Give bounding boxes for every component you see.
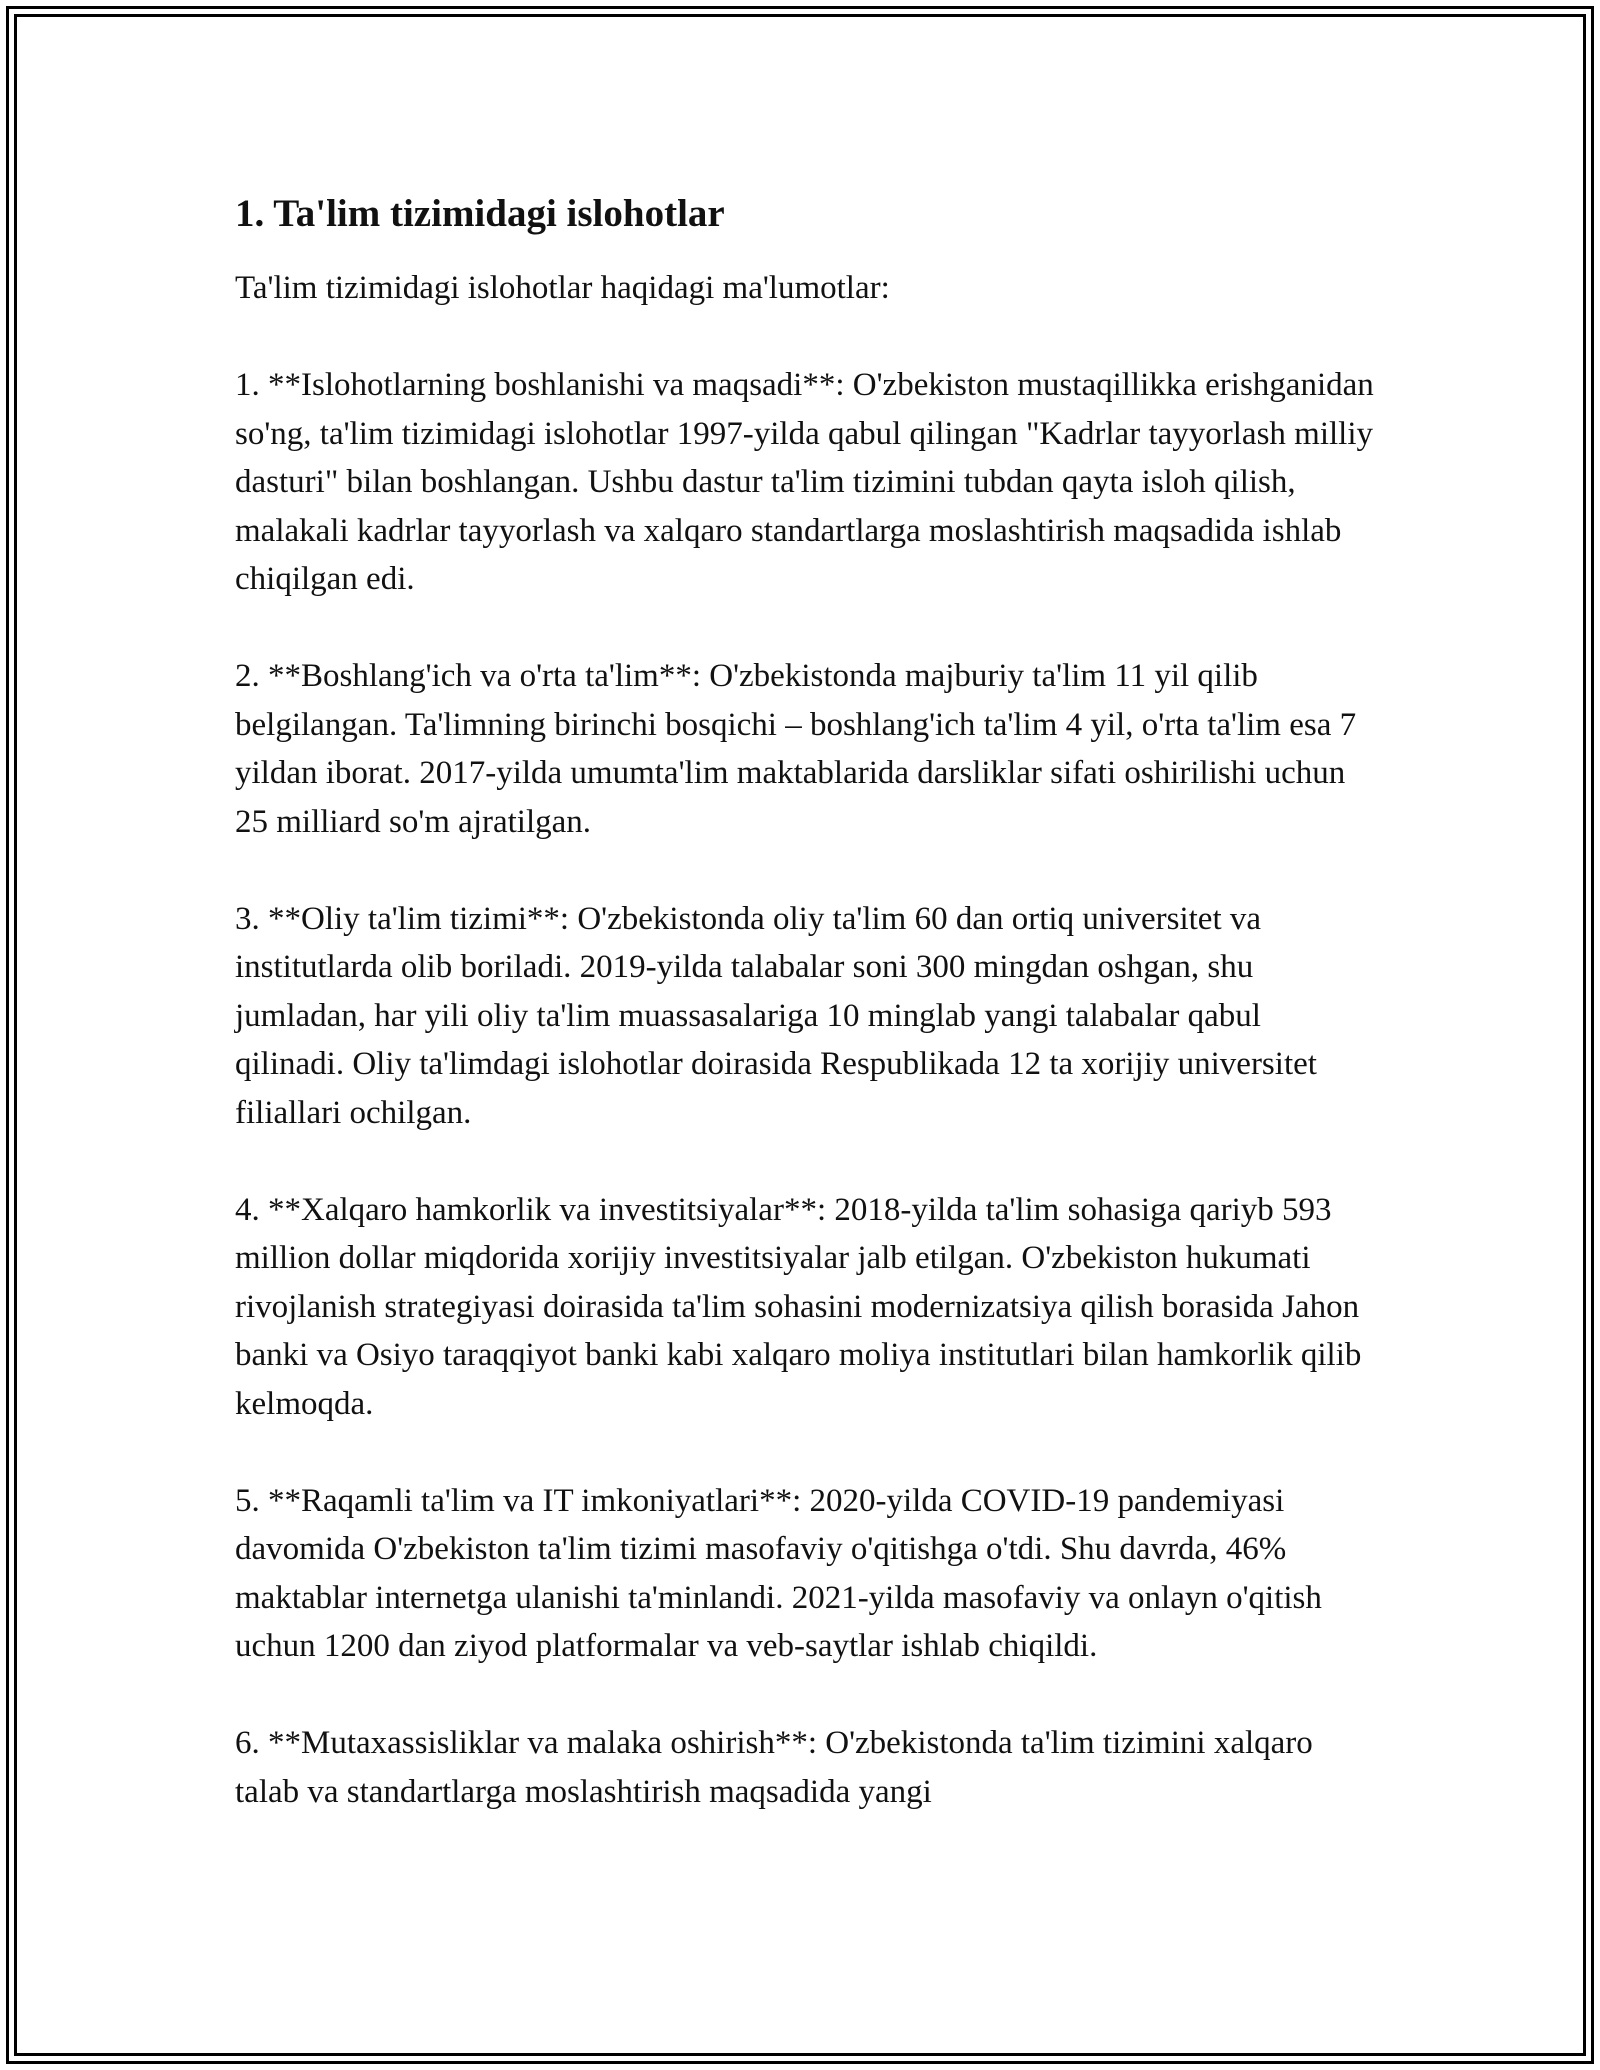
intro-text: Ta'lim tizimidagi islohotlar haqidagi ma'lumotlar: — [235, 270, 890, 306]
paragraph-higher-education: 3. **Oliy ta'lim tizimi**: O'zbekistonda oliy ta'lim 60 dan ortiq universitet va institutlarda olib boriladi. 2019-yilda talabalar soni 300 mingdan oshgan, shu jumladan, har yili oliy ta'lim muassasalariga 10 minglab yangi talabalar qabul qilinadi. Oliy ta'limdagi islohotlar doirasida Respublikada 12 ta xorijiy universitet filiallari ochilgan. — [235, 900, 1317, 1131]
paragraph-reform-start: 1. **Islohotlarning boshlanishi va maqsadi**: O'zbekiston mustaqillikka erishganidan so'ng, ta'lim tizimidagi islohotlar 1997-yilda qabul qilingan "Kadrlar tayyorlash milliy dasturi" bilan boshlangan. Ushbu dastur ta'lim tizimini tubdan qayta isloh qilish, malakali kadrlar tayyorlash va xalqaro standartlarga moslashtirish maqsadida ishlab chiqilgan edi. — [235, 367, 1374, 597]
paragraph-international-cooperation: 4. **Xalqaro hamkorlik va investitsiyalar**: 2018-yilda ta'lim sohasiga qariyb 593 million dollar miqdorida xorijiy investitsiyalar jalb etilgan. O'zbekiston hukumati rivojlanish strategiyasi doirasida ta'lim sohasini modernizatsiya qilish borasida Jahon banki va Osiyo taraqqiyot banki kabi xalqaro moliya institutlari bilan hamkorlik qilib kelmoqda. — [235, 1191, 1362, 1422]
document-body — [235, 188, 1375, 1816]
paragraph-digital-education: 5. **Raqamli ta'lim va IT imkoniyatlari**: 2020-yilda COVID-19 pandemiyasi davomida O'zbekiston ta'lim tizimi masofaviy o'qitishga o'tdi. Shu davrda, 46% maktablar internetga ulanishi ta'minlandi. 2021-yilda masofaviy va onlayn o'qitish uchun 1200 dan ziyod platformalar va veb-saytlar ishlab chiqildi. — [235, 1482, 1322, 1664]
paragraph-primary-secondary: 2. **Boshlang'ich va o'rta ta'lim**: O'zbekistonda majburiy ta'lim 11 yil qilib belgilangan. Ta'limning birinchi bosqichi – boshlang'ich ta'lim 4 yil, o'rta ta'lim esa 7 yildan iborat. 2017-yilda umumta'lim maktablarida darsliklar sifati oshirilishi uchun 25 milliard so'm ajratilgan. — [235, 658, 1357, 840]
section-heading: 1. Ta'lim tizimidagi islohotlar — [235, 192, 725, 235]
paragraph-specialties: 6. **Mutaxassisliklar va malaka oshirish**: O'zbekistonda ta'lim tizimini xalqaro talab va standartlarga moslashtirish maqsadida yangi — [235, 1725, 1313, 1810]
